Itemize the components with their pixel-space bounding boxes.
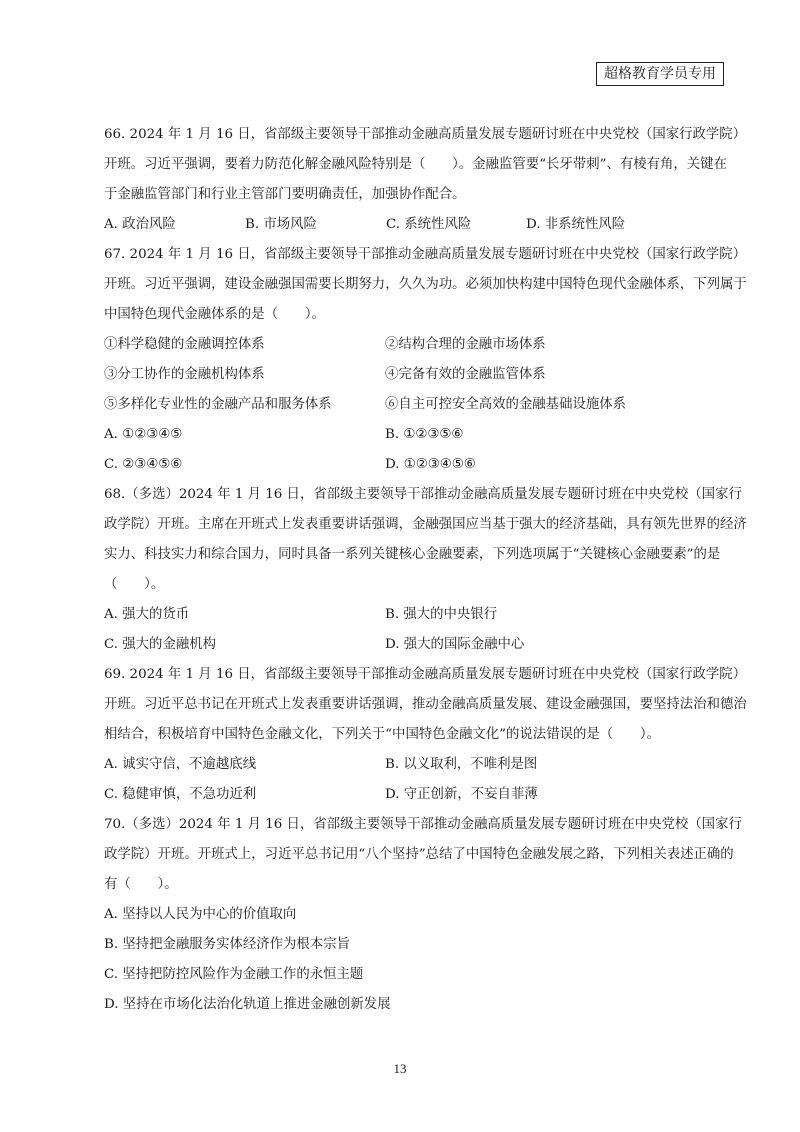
item-3: ③分工协作的金融机构体系 [104, 367, 265, 382]
item-6: ⑥自主可控安全高效的金融基础设施体系 [385, 397, 627, 412]
option-c: C. 强大的金融机构 [104, 637, 217, 652]
option-a: A. 坚持以人民为中心的价值取向 [104, 907, 297, 922]
question-68-line-3: 实力、科技实力和综合国力，同时具备一系列关键核心金融要素，下列选项属于“关键核心金融要素”的是 [104, 547, 721, 562]
question-67-line-3: 中国特色现代金融体系的是（ ）。 [104, 307, 325, 322]
question-67 [104, 240, 747, 480]
option-c: C. 稳健审慎，不急功近利 [104, 787, 257, 802]
question-70 [104, 810, 742, 1020]
option-a: A. 政治风险 [104, 217, 176, 232]
question-67-options [104, 420, 724, 480]
header-badge: 超格教育学员专用 [596, 62, 724, 86]
question-66 [104, 120, 747, 240]
page-number: 13 [393, 1061, 407, 1076]
option-b: B. ①②③⑤⑥ [385, 427, 464, 442]
question-70-line-3: 有（ ）。 [104, 877, 178, 892]
question-69-options [104, 750, 724, 810]
option-d: D. 强大的国际金融中心 [385, 637, 525, 652]
option-d: D. 坚持在市场化法治化轨道上推进金融创新发展 [104, 997, 391, 1012]
option-a: A. 诚实守信，不逾越底线 [104, 757, 257, 772]
question-69 [104, 660, 747, 810]
question-69-line-2: 开班。习近平总书记在开班式上发表重要讲话强调，推动金融高质量发展、建设金融强国，要坚持法治和德治 [104, 697, 747, 712]
item-5: ⑤多样化专业性的金融产品和服务体系 [104, 397, 332, 412]
question-66-line-1: 66. 2024 年 1 月 16 日，省部级主要领导干部推动金融高质量发展专题研讨班在中央党校（国家行政学院） [104, 127, 747, 142]
question-content [104, 120, 747, 1020]
question-70-line-1: 70.（多选）2024 年 1 月 16 日，省部级主要领导干部推动金融高质量发展专题研讨班在中央党校（国家行 [104, 817, 742, 832]
question-67-line-2: 开班。习近平强调，建设金融强国需要长期努力，久久为功。必须加快构建中国特色现代金融体系，下列属于 [104, 277, 747, 292]
question-66-line-3: 于金融监管部门和行业主管部门要明确责任，加强协作配合。 [104, 187, 466, 202]
question-70-options [104, 900, 724, 1020]
question-68-line-2: 政学院）开班。主席在开班式上发表重要讲话强调，金融强国应当基于强大的经济基础，具有领先世界的经济 [104, 517, 747, 532]
question-69-line-3: 相结合，积极培育中国特色金融文化，下列关于“中国特色金融文化”的说法错误的是（ ）。 [104, 727, 661, 742]
option-b: B. 以义取利，不唯利是图 [385, 757, 538, 772]
option-c: C. 系统性风险 [386, 217, 472, 232]
option-c: C. 坚持把防控风险作为金融工作的永恒主题 [104, 967, 364, 982]
item-2: ②结构合理的金融市场体系 [385, 337, 546, 352]
option-a: A. ①②③④⑤ [104, 427, 183, 442]
option-b: B. 强大的中央银行 [385, 607, 498, 622]
option-b: B. 市场风险 [245, 217, 317, 232]
option-a: A. 强大的货币 [104, 607, 190, 622]
question-68-line-4: （ ）。 [104, 577, 165, 592]
question-68-line-1: 68.（多选）2024 年 1 月 16 日，省部级主要领导干部推动金融高质量发展专题研讨班在中央党校（国家行 [104, 487, 742, 502]
question-68-options [104, 600, 724, 660]
item-4: ④完备有效的金融监管体系 [385, 367, 546, 382]
question-67-items [104, 330, 724, 420]
option-b: B. 坚持把金融服务实体经济作为根本宗旨 [104, 937, 350, 952]
option-d: D. 非系统性风险 [526, 217, 626, 232]
option-c: C. ②③④⑤⑥ [104, 457, 183, 472]
question-66-line-2: 开班。习近平强调，要着力防范化解金融风险特别是（ ）。金融监管要“长牙带刺”、有棱有角，关键在 [104, 157, 727, 172]
question-66-options [104, 210, 724, 240]
question-69-line-1: 69. 2024 年 1 月 16 日，省部级主要领导干部推动金融高质量发展专题研讨班在中央党校（国家行政学院） [104, 667, 747, 682]
question-68 [104, 480, 747, 660]
item-1: ①科学稳健的金融调控体系 [104, 337, 265, 352]
option-d: D. ①②③④⑤⑥ [385, 457, 476, 472]
question-70-line-2: 政学院）开班。开班式上，习近平总书记用“八个坚持”总结了中国特色金融发展之路，下列相关表述正确的 [104, 847, 734, 862]
option-d: D. 守正创新，不妄自菲薄 [385, 787, 538, 802]
question-67-line-1: 67. 2024 年 1 月 16 日，省部级主要领导干部推动金融高质量发展专题研讨班在中央党校（国家行政学院） [104, 247, 747, 262]
